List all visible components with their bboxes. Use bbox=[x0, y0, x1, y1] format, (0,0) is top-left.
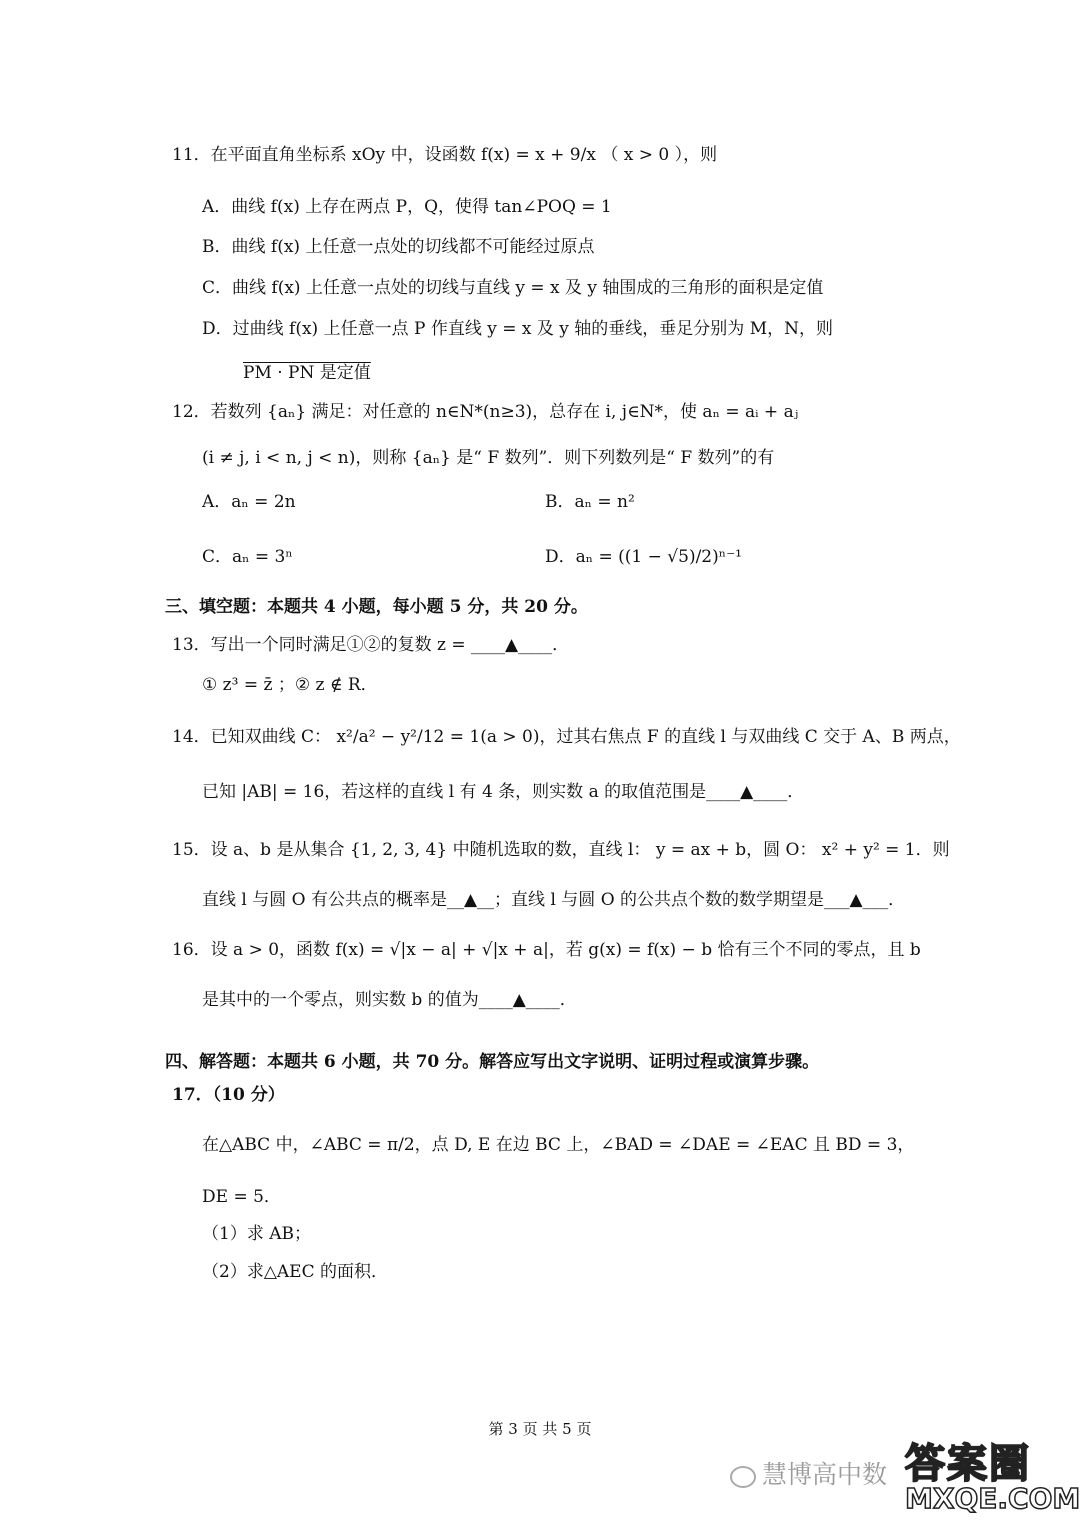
q11-option-b: B．曲线 f(x) 上任意一点处的切线都不可能经过原点 bbox=[202, 237, 595, 257]
q13-stem: 13．写出一个同时满足①②的复数 z = ____▲____． bbox=[172, 635, 570, 655]
q12-option-a: A．aₙ = 2n bbox=[202, 492, 296, 512]
q16-stem: 16．设 a > 0，函数 f(x) = √|x − a| + √|x + a|，若 g(x) = f(x) − b 恰有三个不同的零点，且 b bbox=[172, 940, 921, 960]
watermark-account bbox=[730, 1455, 887, 1491]
q12-option-d: D．aₙ = ((1 − √5)/2)ⁿ⁻¹ bbox=[545, 547, 742, 567]
q17-stem-cont: DE = 5． bbox=[202, 1187, 281, 1207]
q12-option-b: B．aₙ = n² bbox=[545, 492, 635, 512]
page-footer: 第 3 页 共 5 页 bbox=[488, 1420, 592, 1438]
q13-conditions: ① z³ = z̄ ；② z ∉ R． bbox=[202, 675, 378, 695]
q14-stem-cont: 已知 |AB| = 16，若这样的直线 l 有 4 条，则实数 a 的取值范围是____▲____． bbox=[202, 782, 805, 802]
q12-option-c: C．aₙ = 3ⁿ bbox=[202, 547, 293, 567]
section-3-heading: 三、填空题：本题共 4 小题，每小题 5 分，共 20 分。 bbox=[165, 597, 588, 617]
q12-stem: 12．若数列 {aₙ} 满足：对任意的 n∈N*(n≥3)，总存在 i, j∈N*，使 aₙ = aᵢ + aⱼ bbox=[172, 402, 799, 422]
q12-stem-cont: (i ≠ j, i < n, j < n)，则称 {aₙ} 是“ F 数列”．则下列数列是“ F 数列”的有 bbox=[202, 448, 775, 468]
q11-stem: 11．在平面直角坐标系 xOy 中，设函数 f(x) = x + 9/x （ x > 0 ），则 bbox=[172, 145, 718, 165]
q16-stem-cont: 是其中的一个零点，则实数 b 的值为____▲____． bbox=[202, 990, 577, 1010]
q11-option-a: A．曲线 f(x) 上存在两点 P，Q，使得 tan∠POQ = 1 bbox=[202, 197, 612, 217]
q17-stem: 在△ABC 中，∠ABC = π/2，点 D, E 在边 BC 上，∠BAD = ∠DAE = ∠EAC 且 BD = 3， bbox=[202, 1135, 915, 1155]
q11-option-d: D．过曲线 f(x) 上任意一点 P 作直线 y = x 及 y 轴的垂线，垂足分别为 M，N，则 bbox=[202, 319, 833, 339]
watermark-site: MXQE.COM bbox=[905, 1482, 1080, 1515]
q17-part-2: （2）求△AEC 的面积． bbox=[202, 1262, 388, 1282]
q17-part-1: （1）求 AB； bbox=[202, 1224, 311, 1244]
q15-stem: 15．设 a、b 是从集合 {1, 2, 3, 4} 中随机选取的数，直线 l： y = ax + b，圆 O： x² + y² = 1．则 bbox=[172, 840, 950, 860]
watermark-account-text: 慧博高中数 bbox=[762, 1460, 888, 1489]
q11-option-c: C．曲线 f(x) 上任意一点处的切线与直线 y = x 及 y 轴围成的三角形的面积是定值 bbox=[202, 278, 824, 298]
q14-stem: 14．已知双曲线 C： x²/a² − y²/12 = 1(a > 0)，过其右焦点 F 的直线 l 与双曲线 C 交于 A、B 两点， bbox=[172, 727, 961, 747]
q11-option-d-cont: PM · PN 是定值 bbox=[243, 363, 371, 383]
wechat-icon bbox=[730, 1466, 756, 1488]
q17-heading: 17．（10 分） bbox=[172, 1085, 285, 1105]
section-4-heading: 四、解答题：本题共 6 小题，共 70 分。解答应写出文字说明、证明过程或演算步骤。 bbox=[165, 1052, 820, 1072]
watermark-logo-text: 答案圈 bbox=[905, 1441, 1031, 1487]
q15-stem-cont: 直线 l 与圆 O 有公共点的概率是__▲__；直线 l 与圆 O 的公共点个数的数学期望是___▲___． bbox=[202, 890, 906, 910]
watermark-logo bbox=[905, 1432, 1080, 1522]
